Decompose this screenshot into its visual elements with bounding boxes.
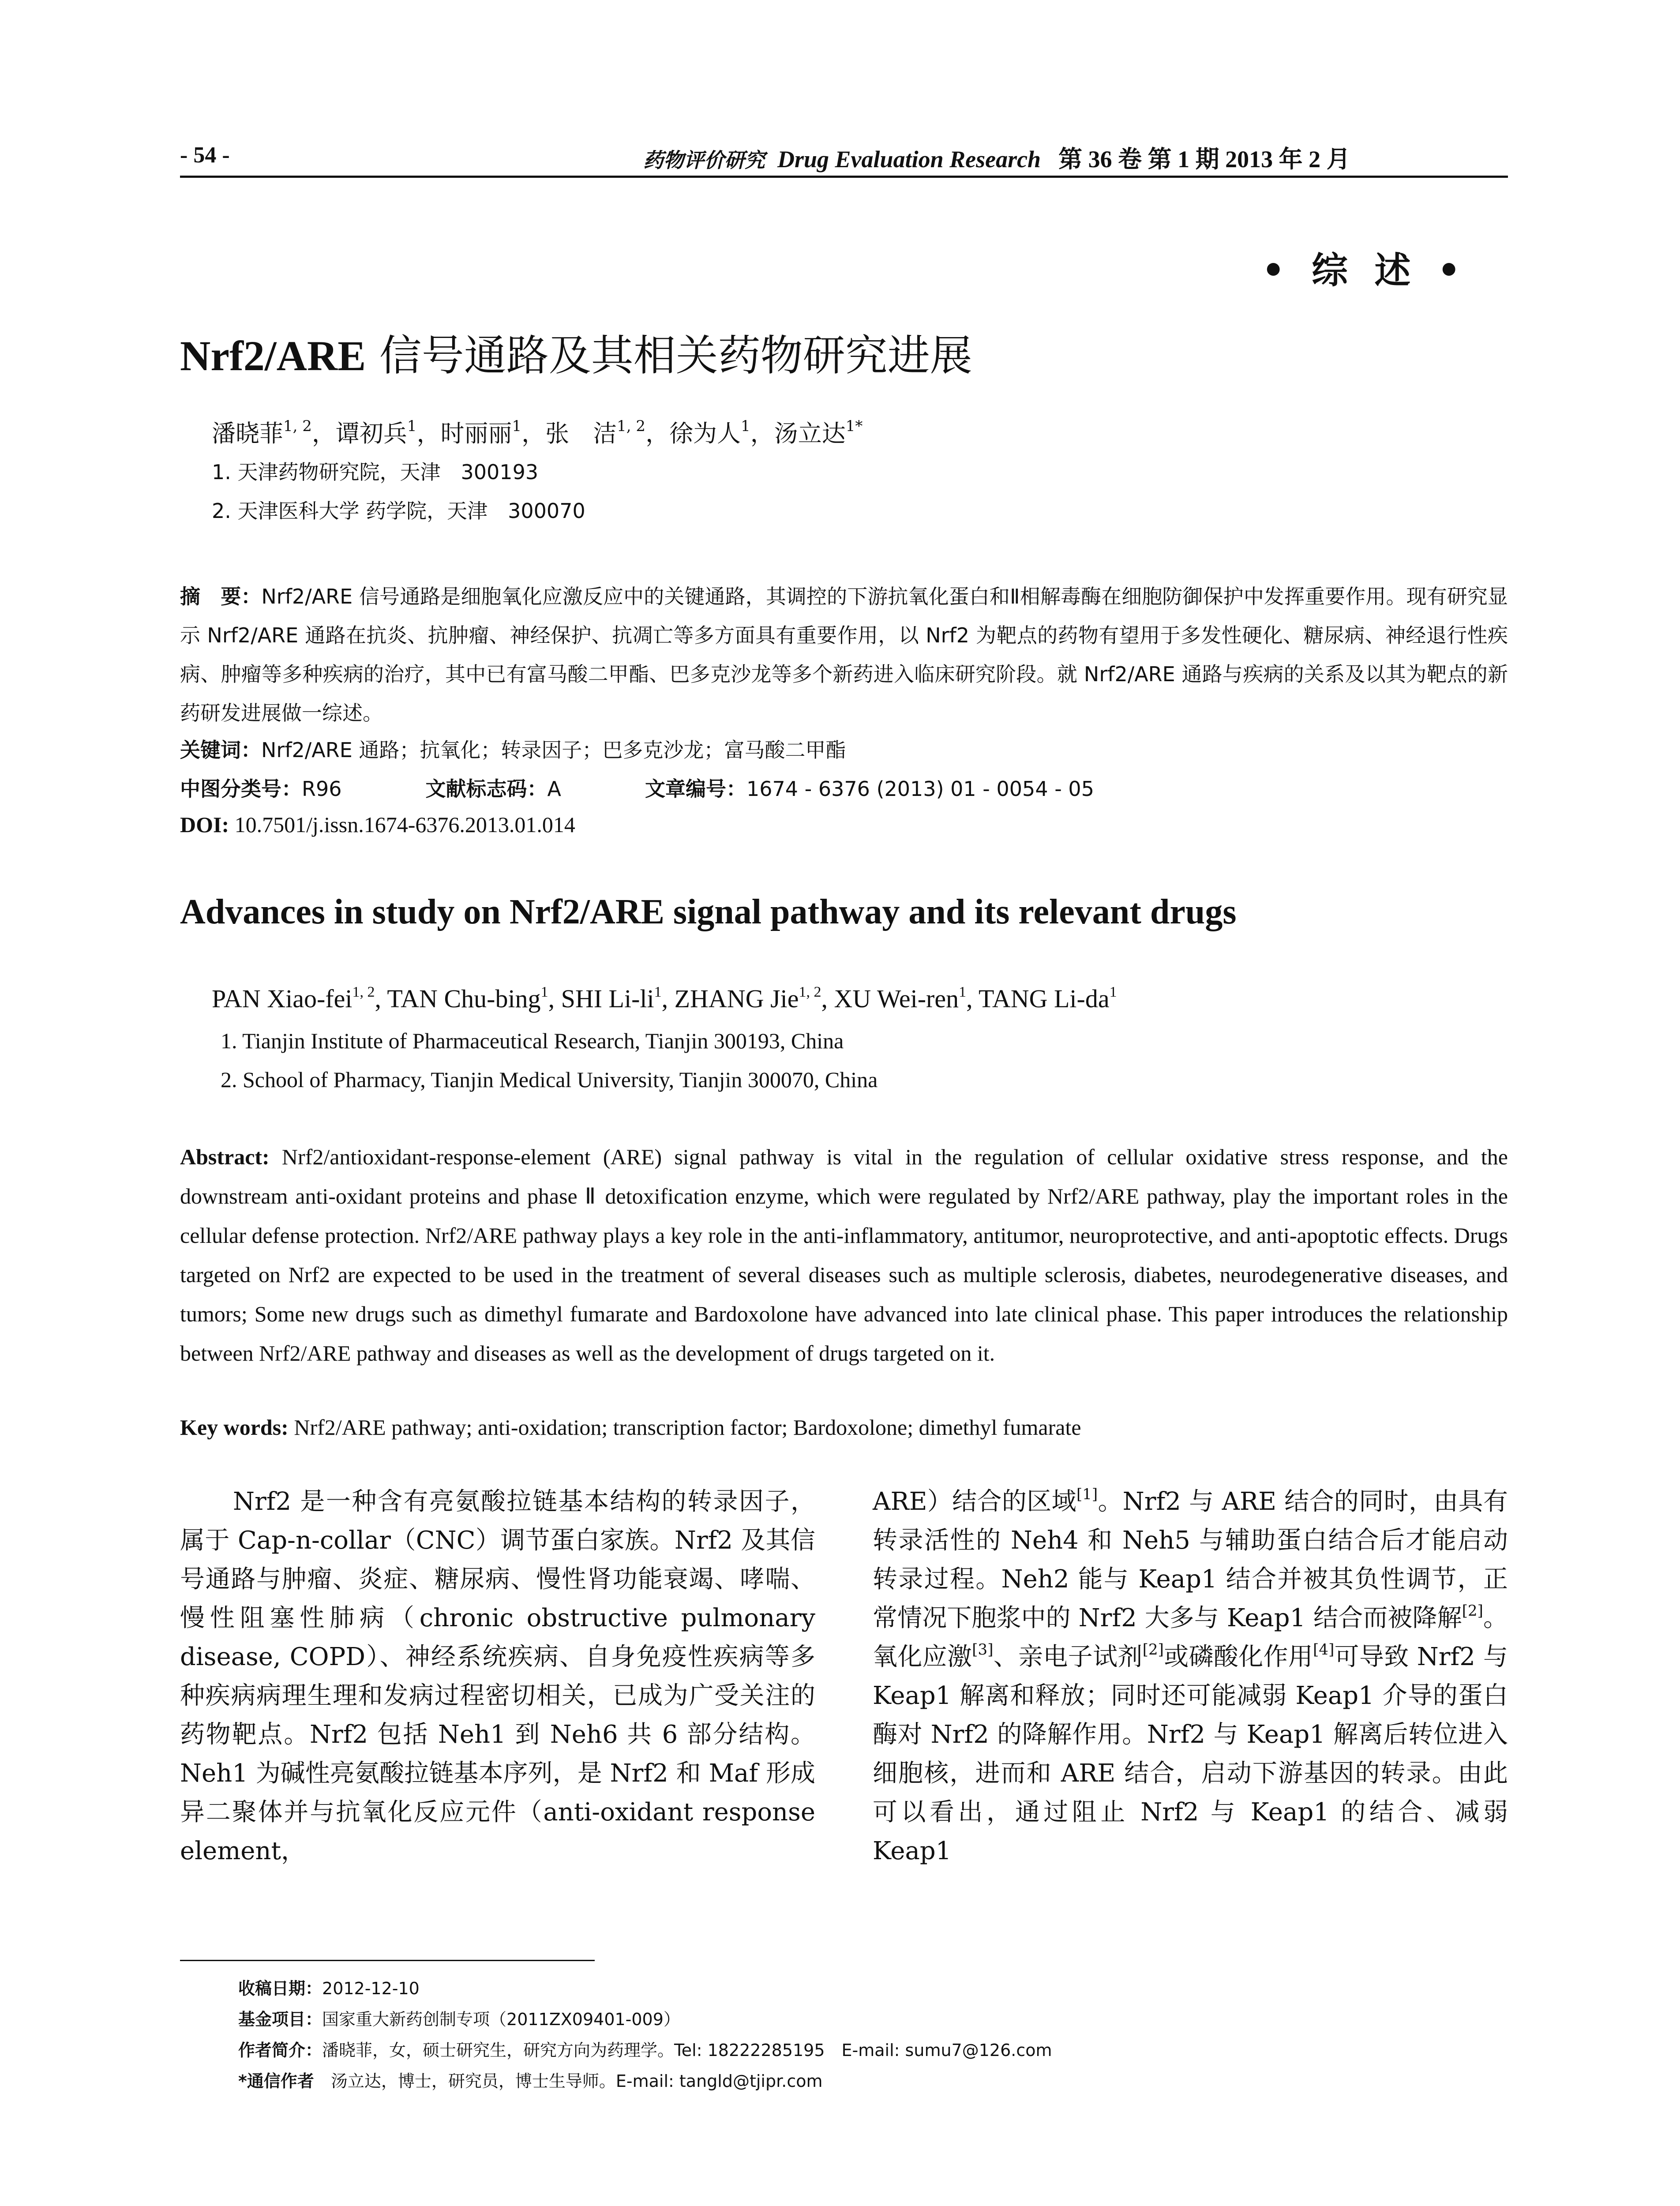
keywords-en bbox=[180, 1414, 1081, 1440]
body-text: 或磷酸化作用 bbox=[1163, 1643, 1313, 1671]
citation-ref: [2] bbox=[1142, 1641, 1164, 1658]
author-name: 汤立达 bbox=[774, 420, 846, 447]
abstract-en-label: Abstract: bbox=[180, 1144, 270, 1169]
authors-en bbox=[212, 984, 1117, 1013]
footnote-funding bbox=[238, 2006, 680, 2030]
author-affiliation-mark: 1 bbox=[1109, 984, 1117, 1000]
author-name: 谭初兵 bbox=[335, 420, 407, 447]
abstract-en-text: Nrf2/antioxidant-response-element (ARE) signal pathway is vital in the regulation of cellular oxidative stress response, and the downstream anti-oxidant proteins and phase Ⅱ detoxification enzyme, which were regulated by Nrf2/ARE pathway, play the important roles in the cellular defense protection. Nrf2/ARE pathway plays a key role in the anti-inflammatory, antitumor, neuroprotective, and anti-apoptotic effects. Drugs targeted on Nrf2 are expected to be used in the treatment of several diseases such as multiple sclerosis, diabetes, neurodegenerative diseases, and tumors; Some new drugs such as dimethyl fumarate and Bardoxolone have advanced into late clinical phase. This paper introduces the relationship between Nrf2/ARE pathway and diseases as well as the development of drugs targeted on it. bbox=[180, 1144, 1508, 1366]
doi-label: DOI: bbox=[180, 812, 229, 837]
author-name: TANG Li-da bbox=[979, 984, 1110, 1013]
abstract-cn bbox=[180, 577, 1508, 732]
author-name: SHI Li-li bbox=[561, 984, 654, 1013]
body-column-left: Nrf2 是一种含有亮氨酸拉链基本结构的转录因子，属于 Cap-n-collar（CNC）调节蛋白家族。Nrf2 及其信号通路与肿瘤、炎症、糖尿病、慢性肾功能衰竭、哮喘、慢性阻塞性肺病（chronic obstructive pulmonary disease, COPD）、神经系统疾病、自身免疫性疾病等多种疾病病理生理和发病过程密切相关，已成为广受关注的药物靶点。Nrf2 包括 Neh1 到 Neh6 共 6 部分结构。Neh1 为碱性亮氨酸拉链基本序列，是 Nrf2 和 Maf 形成异二聚体并与抗氧化反应元件（anti-oxidant response element， bbox=[180, 1487, 816, 1865]
footnote-label: *通信作者 bbox=[238, 2071, 314, 2091]
citation-ref: [2] bbox=[1462, 1602, 1483, 1620]
classification-line bbox=[180, 773, 1094, 802]
running-header bbox=[180, 140, 1508, 176]
footnote-text: 潘晓菲，女，硕士研究生，研究方向为药理学。Tel: 18222285195 E-mail: sumu7@126.com bbox=[322, 2041, 1052, 2060]
author-separator: , bbox=[821, 984, 834, 1013]
author-separator: , bbox=[375, 984, 387, 1013]
doi-value: 10.7501/j.issn.1674-6376.2013.01.014 bbox=[229, 812, 575, 837]
body-text: 可导致 Nrf2 与 Keap1 解离和释放；同时还可能减弱 Keap1 介导的蛋白酶对 Nrf2 的降解作用。Nrf2 与 Keap1 解离后转位进入细胞核，进而和 ARE 结合，启动下游基因的转录。由此可以看出，通过阻止 Nrf2 与 Keap1 的结合、减弱 Keap1 bbox=[873, 1643, 1508, 1865]
footnote-author-bio bbox=[238, 2037, 1052, 2061]
body-text: 。Nrf2 与 ARE 结合的同时，由具有转录活性的 Neh4 和 Neh5 与辅助蛋白结合后才能启动转录过程。Neh2 能与 Keap1 结合并被其负性调节，正常情况下胞浆中的 Nrf2 大多与 Keap1 结合而被降解 bbox=[873, 1487, 1508, 1632]
author-name: PAN Xiao-fei bbox=[212, 984, 352, 1013]
affiliation-en-1: 1. Tianjin Institute of Pharmaceutical Research, Tianjin 300193, China bbox=[221, 1028, 844, 1053]
footnote-text: 汤立达，博士，研究员，博士生导师。E-mail: tangld@tjipr.com bbox=[314, 2071, 823, 2091]
journal-name-en: Drug Evaluation Research bbox=[777, 146, 1041, 173]
keywords-cn-label: 关键词： bbox=[180, 738, 261, 762]
keywords-en-label: Key words: bbox=[180, 1415, 289, 1440]
footnote-text: 国家重大新药创制专项（2011ZX09401-009） bbox=[322, 2010, 680, 2029]
author-name: 张 洁 bbox=[545, 420, 617, 447]
affiliation-en-2: 2. School of Pharmacy, Tianjin Medical University, Tianjin 300070, China bbox=[221, 1067, 878, 1092]
journal-name-cn: 药物评价研究 bbox=[643, 148, 765, 172]
title-cn-latin: Nrf2/ARE bbox=[180, 332, 366, 379]
author-separator: ， bbox=[416, 420, 441, 447]
body-text: 、亲电子试剂 bbox=[993, 1643, 1143, 1671]
author-separator: , bbox=[966, 984, 979, 1013]
title-en: Advances in study on Nrf2/ARE signal pathway and its relevant drugs bbox=[180, 893, 1237, 931]
title-cn bbox=[180, 322, 972, 383]
title-cn-han: 信号通路及其相关药物研究进展 bbox=[366, 331, 972, 380]
doi bbox=[180, 812, 575, 837]
author-separator: ， bbox=[311, 420, 336, 447]
keywords-en-text: Nrf2/ARE pathway; anti-oxidation; transcription factor; Bardoxolone; dimethyl fumarate bbox=[288, 1415, 1081, 1440]
affiliation-cn-2: 2. 天津医科大学 药学院，天津 300070 bbox=[212, 499, 585, 523]
author-separator: ， bbox=[521, 420, 546, 447]
body-text: 。氧化应激 bbox=[873, 1604, 1508, 1671]
footnote-label: 基金项目： bbox=[238, 2010, 322, 2029]
author-separator: ， bbox=[750, 420, 774, 447]
author-affiliation-mark: 1 bbox=[512, 417, 522, 435]
author-affiliation-mark: 1, 2 bbox=[352, 984, 375, 1000]
article-id-value: 1674 - 6376 (2013) 01 - 0054 - 05 bbox=[746, 777, 1094, 801]
author-affiliation-mark: 1 bbox=[741, 417, 750, 435]
authors-cn bbox=[212, 415, 862, 449]
footnote-text: 2012-12-10 bbox=[322, 1979, 420, 1998]
author-name: TAN Chu-bing bbox=[387, 984, 541, 1013]
author-name: 时丽丽 bbox=[440, 420, 512, 447]
keywords-cn-text: Nrf2/ARE 通路；抗氧化；转录因子；巴多克沙龙；富马酸二甲酯 bbox=[261, 738, 846, 762]
citation-ref: [4] bbox=[1313, 1641, 1335, 1658]
footnote-rule bbox=[180, 1960, 595, 1961]
author-affiliation-mark: 1 bbox=[540, 984, 548, 1000]
issue-info: 第 36 卷 第 1 期 2013 年 2 月 bbox=[1058, 146, 1350, 173]
journal-line bbox=[643, 140, 1350, 174]
author-separator: , bbox=[661, 984, 675, 1013]
author-name: 徐为人 bbox=[669, 420, 741, 447]
footnote-label: 作者简介： bbox=[238, 2041, 322, 2060]
citation-ref: [1] bbox=[1076, 1486, 1098, 1503]
body-text: ARE）结合的区域 bbox=[873, 1487, 1076, 1516]
footnote-corresponding bbox=[238, 2067, 822, 2092]
keywords-cn bbox=[180, 734, 846, 763]
author-name: XU Wei-ren bbox=[834, 984, 959, 1013]
footnote-label: 收稿日期： bbox=[238, 1979, 322, 1998]
author-affiliation-mark: 1, 2 bbox=[283, 417, 312, 435]
author-affiliation-mark: 1 bbox=[407, 417, 417, 435]
author-affiliation-mark: 1 bbox=[654, 984, 662, 1000]
author-separator: ， bbox=[645, 420, 670, 447]
abstract-cn-label: 摘 要： bbox=[180, 585, 262, 608]
body-column-right bbox=[873, 1482, 1508, 1871]
clc-value: R96 bbox=[302, 777, 342, 801]
author-separator: , bbox=[548, 984, 561, 1013]
citation-ref: [3] bbox=[972, 1641, 994, 1658]
footnote-received bbox=[238, 1975, 420, 1999]
doc-code-value: A bbox=[547, 777, 561, 801]
header-rule bbox=[180, 176, 1508, 178]
page-number: - 54 - bbox=[180, 143, 230, 168]
author-name: ZHANG Jie bbox=[674, 984, 799, 1013]
article-id-label: 文章编号： bbox=[645, 777, 746, 801]
abstract-cn-text: Nrf2/ARE 信号通路是细胞氧化应激反应中的关键通路，其调控的下游抗氧化蛋白和Ⅱ相解毒酶在细胞防御保护中发挥重要作用。现有研究显示 Nrf2/ARE 通路在抗炎、抗肿瘤、神经保护、抗凋亡等多方面具有重要作用，以 Nrf2 为靶点的药物有望用于多发性硬化、糖尿病、神经退行性疾病、肿瘤等多种疾病的治疗，其中已有富马酸二甲酯、巴多克沙龙等多个新药进入临床研究阶段。就 Nrf2/ARE 通路与疾病的关系及以其为靶点的新药研发进展做一综述。 bbox=[180, 585, 1508, 725]
author-name: 潘晓菲 bbox=[212, 420, 283, 447]
author-affiliation-mark: 1, 2 bbox=[799, 984, 821, 1000]
author-affiliation-mark: 1, 2 bbox=[617, 417, 646, 435]
abstract-en bbox=[180, 1137, 1508, 1373]
author-affiliation-mark: 1 bbox=[959, 984, 967, 1000]
section-tag: • 综 述 • bbox=[1262, 249, 1468, 292]
author-affiliation-mark: 1* bbox=[845, 417, 863, 435]
clc-label: 中图分类号： bbox=[180, 777, 302, 801]
affiliation-cn-1: 1. 天津药物研究院，天津 300193 bbox=[212, 460, 539, 484]
doc-code-label: 文献标志码： bbox=[425, 777, 548, 801]
